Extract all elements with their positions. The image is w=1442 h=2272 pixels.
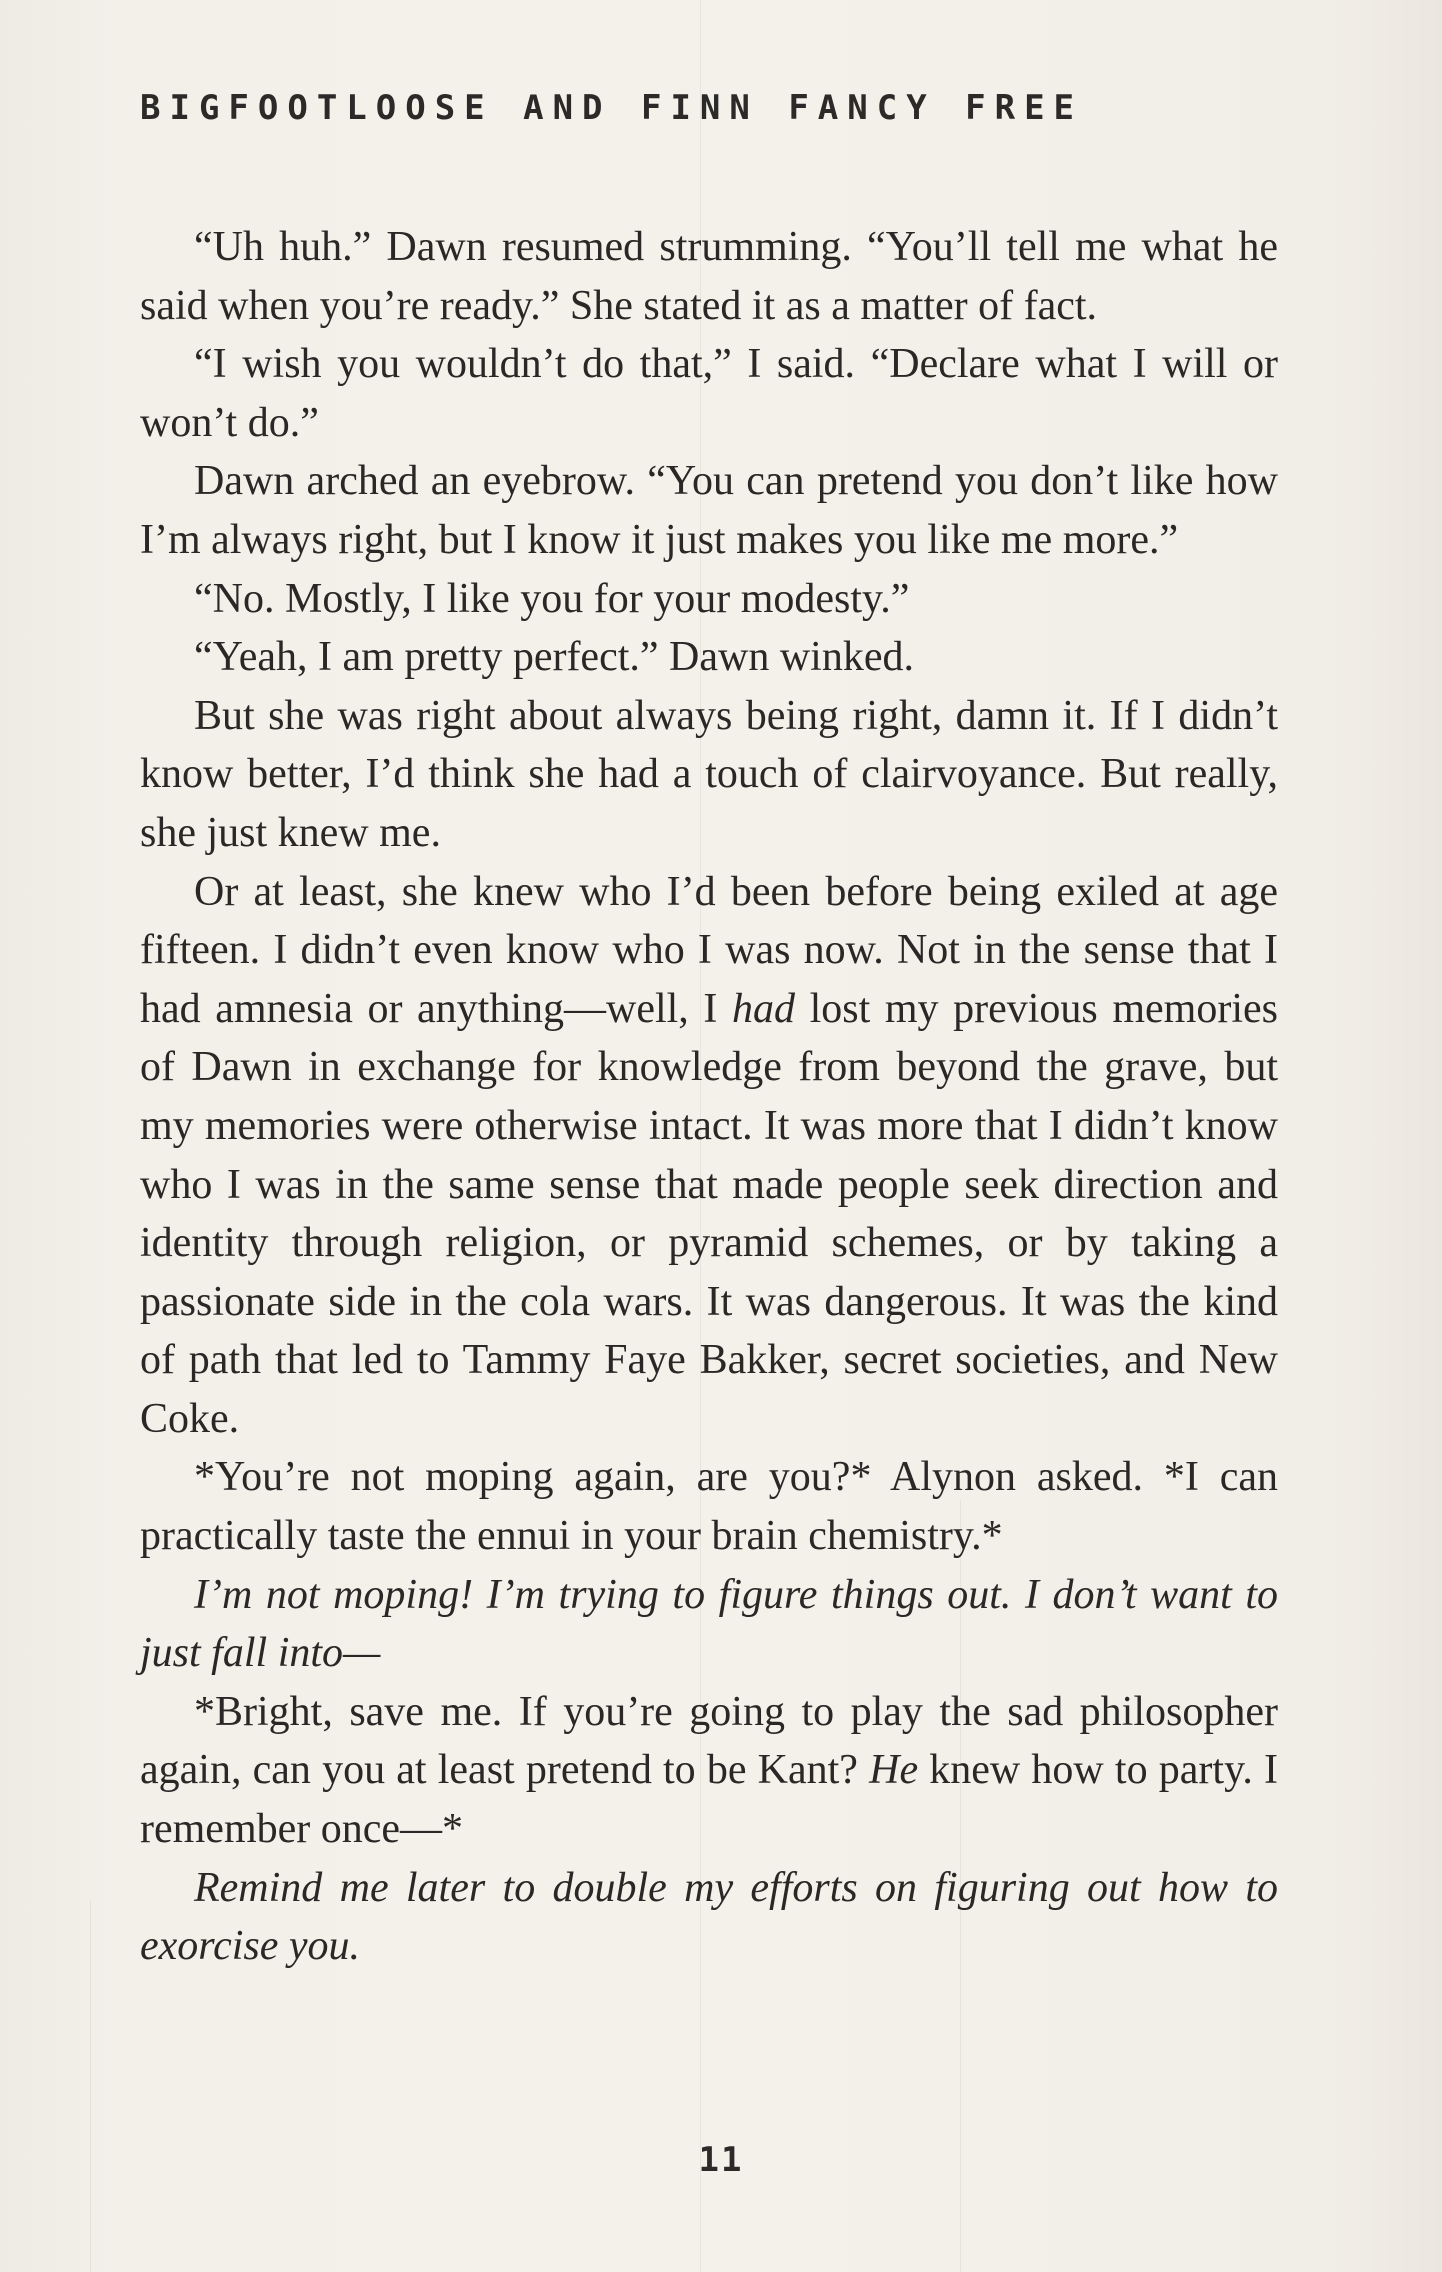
italic-run: Remind me later to double my efforts on figuring out how to exorcise you. [140, 1864, 1278, 1970]
paragraph [140, 863, 1278, 1449]
italic-run: had [732, 985, 795, 1032]
page-number: 11 [698, 2140, 744, 2180]
paragraph [140, 628, 1278, 687]
text-run: knew how to party. I remember once—* [140, 1747, 1279, 1853]
paragraph [140, 1859, 1278, 1976]
text-run: *Bright, save me. If you’re going to play the sad philosopher again, can you at least pretend to be Kant? [140, 1688, 1278, 1794]
text-run: Or at least, she knew who I’d been before being exiled at age fifteen. I didn’t even know who I was now. Not in the sense that I had amnesia or anything—well, I [140, 868, 1278, 1032]
paragraph [140, 218, 1278, 335]
text-run: “Uh huh.” Dawn resumed strumming. “You’ll tell me what he said when you’re ready.” She stated it as a matter of fact. [140, 224, 1278, 329]
text-run: Dawn arched an eyebrow. “You can pretend you don’t like how I’m always right, but I know it just makes you like me more.” [140, 458, 1278, 563]
paragraph [140, 570, 1278, 629]
paragraph [140, 1683, 1278, 1859]
text-run: “No. Mostly, I like you for your modesty.” [194, 575, 910, 622]
paragraph [140, 335, 1278, 452]
text-run: *You’re not moping again, are you?* Alynon asked. *I can practically taste the ennui in your brain chemistry.* [140, 1454, 1278, 1560]
paragraph [140, 452, 1278, 569]
italic-run: He [869, 1747, 919, 1794]
italic-run: I’m not moping! I’m trying to figure things out. I don’t want to just fall into— [140, 1571, 1278, 1677]
text-run: “I wish you wouldn’t do that,” I said. “Declare what I will or won’t do.” [140, 341, 1278, 446]
text-run: But she was right about always being right, damn it. If I didn’t know better, I’d think she had a touch of clairvoyance. But really, she just knew me. [140, 692, 1278, 856]
paragraph [140, 687, 1278, 863]
scan-streak [90, 1900, 91, 2272]
paragraph [140, 1448, 1278, 1565]
text-run: “Yeah, I am pretty perfect.” Dawn winked. [194, 634, 914, 681]
body-text [140, 218, 1278, 1976]
text-run: lost my previous memories of Dawn in exchange for knowledge from beyond the grave, but my memories were otherwise intact. It was more that I didn’t know who I was in the same sense that made people seek direction and identity through religion, or pyramid schemes, or by taking a passionate side in the cola wars. It was dangerous. It was the kind of path that led to Tammy Faye Bakker, secret societies, and New Coke. [140, 985, 1278, 1442]
paragraph [140, 1566, 1278, 1683]
running-header: BIGFOOTLOOSE AND FINN FANCY FREE [140, 88, 1084, 128]
